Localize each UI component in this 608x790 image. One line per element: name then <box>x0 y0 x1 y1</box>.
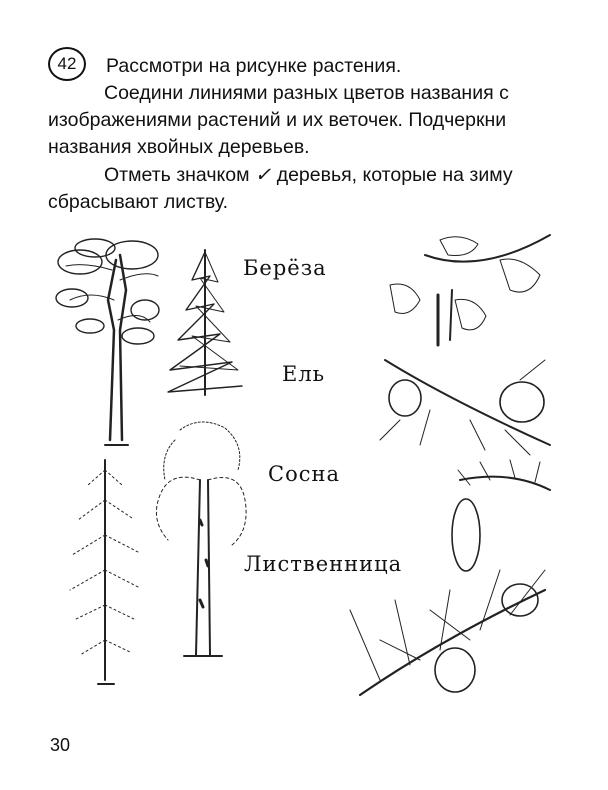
mark-text-after: деревья, которые на зиму сбрасывают листву. <box>48 164 513 213</box>
birch-branch-image <box>390 235 550 345</box>
task-intro: Рассмотри на рисунке растения. <box>106 55 402 77</box>
larch-tree-image <box>70 460 140 684</box>
task-number-badge: 42 <box>48 47 86 81</box>
plant-name-pine: Сосна <box>268 462 340 486</box>
larch-branch-image <box>380 360 550 455</box>
birch-tree-image <box>156 422 246 656</box>
mark-text-before: Отметь значком <box>104 164 250 186</box>
plant-name-spruce: Ель <box>282 362 326 386</box>
page-number: 30 <box>50 735 71 755</box>
spruce-branch-image <box>452 460 550 571</box>
plant-name-birch: Берёза <box>243 256 327 280</box>
pine-branch-image <box>350 570 545 695</box>
task-instruction-connect: Соедини линиями разных цветов названия с изображениями растений и их веточек. Подчеркни названия хвойных деревьев. <box>48 82 509 158</box>
checkmark-icon: ✓ <box>254 163 272 186</box>
pine-tree-image <box>56 239 159 445</box>
spruce-tree-image <box>168 250 242 395</box>
plant-name-larch: Лиственница <box>244 552 403 576</box>
